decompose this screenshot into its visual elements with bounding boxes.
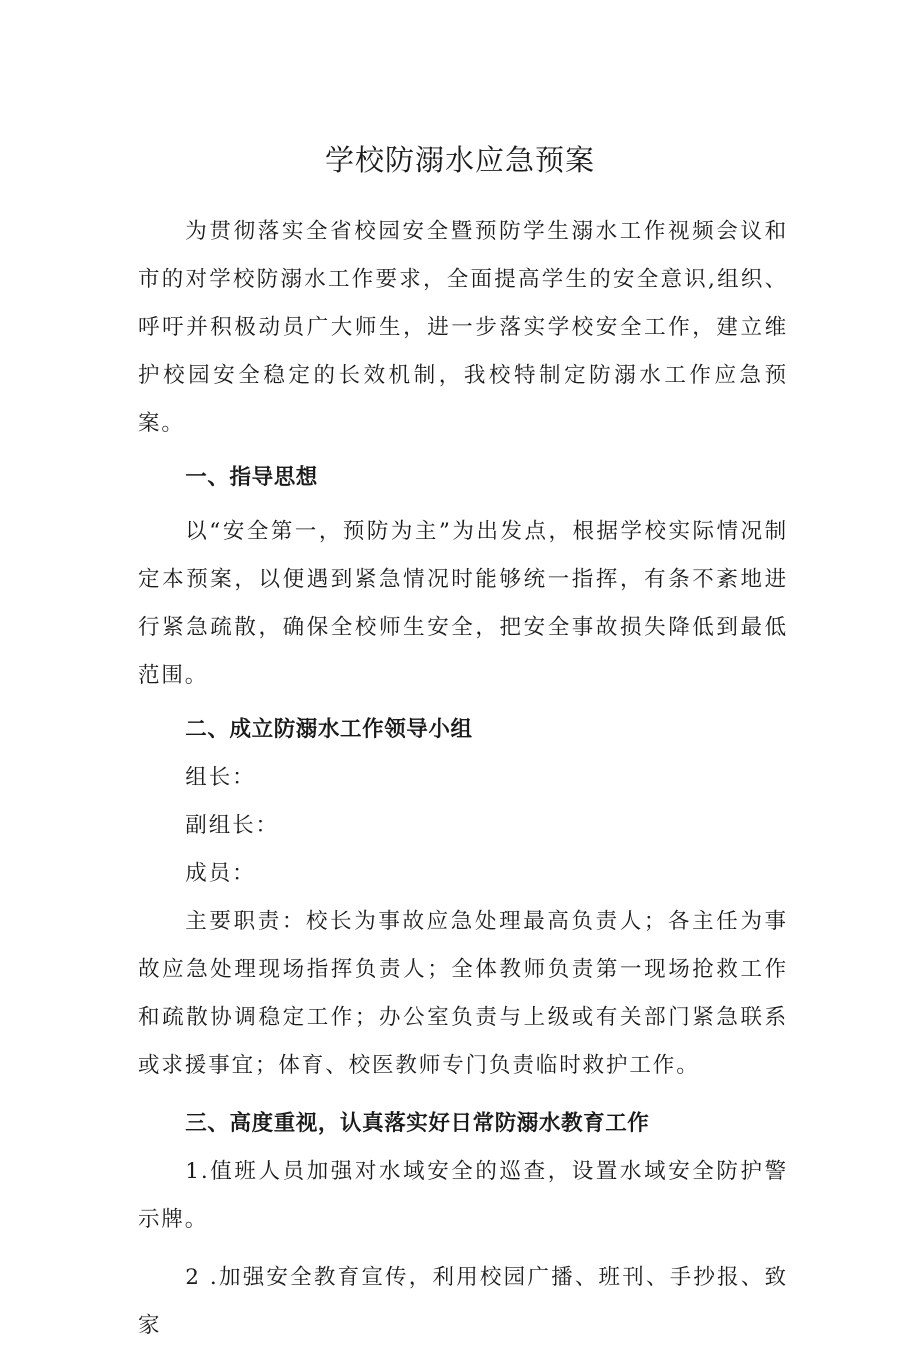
leader-line: 组长： xyxy=(185,765,256,790)
document-body xyxy=(138,208,788,1350)
section-3-heading: 三、高度重视，认真落实好日常防溺水教育工作 xyxy=(185,1111,650,1136)
deputy-leader-line: 副组长： xyxy=(185,813,279,838)
section-1-paragraph: 以“安全第一，预防为主”为出发点，根据学校实际情况制定本预案，以便遇到紧急情况时能够统一指挥，有条不紊地进行紧急疏散，确保全校师生安全，把安全事故损失降低到最低范围。 xyxy=(138,519,788,688)
document-title: 学校防溺水应急预案 xyxy=(324,143,595,177)
section-1-heading: 一、指导思想 xyxy=(185,465,318,490)
intro-paragraph: 为贯彻落实全省校园安全暨预防学生溺水工作视频会议和市的对学校防溺水工作要求，全面提高学生的安全意识,组织、呼吁并积极动员广大师生，进一步落实学校安全工作，建立维护校园安全稳定的长效机制，我校特制定防溺水工作应急预案。 xyxy=(138,219,788,436)
duties-paragraph: 主要职责：校长为事故应急处理最高负责人；各主任为事故应急处理现场指挥负责人；全体教师负责第一现场抢救工作和疏散协调稳定工作；办公室负责与上级或有关部门紧急联系或求援事宜；体育、校医教师专门负责临时救护工作。 xyxy=(138,909,788,1078)
section-3-item-1: 1.值班人员加强对水域安全的巡查，设置水域安全防护警示牌。 xyxy=(138,1159,788,1232)
section-3-item-2: 2 .加强安全教育宣传，利用校园广播、班刊、手抄报、致家 xyxy=(138,1265,788,1338)
section-2-heading: 二、成立防溺水工作领导小组 xyxy=(185,717,473,742)
members-line: 成员： xyxy=(185,861,256,886)
